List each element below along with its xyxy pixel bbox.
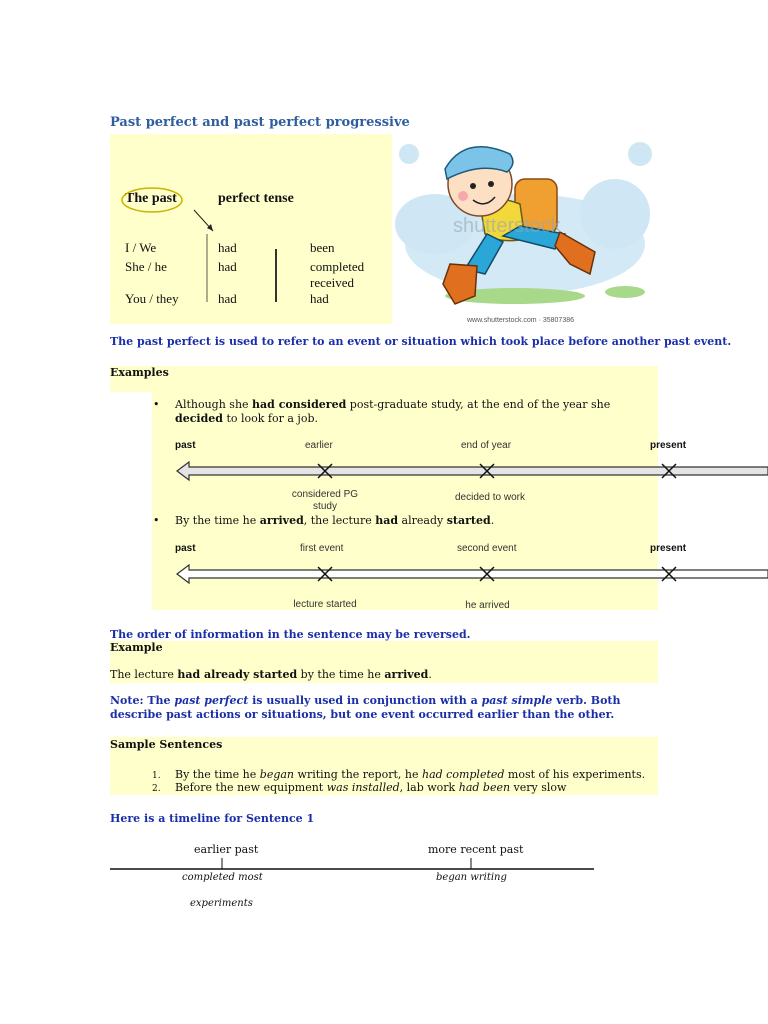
note-italic-1: past perfect [174,694,249,707]
note-text [110,694,660,722]
timeline-1 [175,435,768,515]
tl1-arrow [175,461,768,483]
ex1-bold-2: decided [175,412,223,425]
tl3-below-1b: experiments [190,898,253,909]
ex3-mid: by the time he [297,668,385,681]
tl2-second-event: second event [457,543,517,554]
example-3-text [110,668,432,681]
example-heading: Example [110,641,163,654]
tl2-present: present [650,543,687,554]
note-post: verb. Both describe past actions or situations, but one event occurred earlier than the other. [110,694,621,721]
tl3-below-1a: completed most [182,872,263,883]
tl2-below-2: he arrived [465,600,510,611]
aux-3: had [218,291,237,306]
tl3-label-2: more recent past [428,843,524,856]
tl3-label-1: earlier past [194,843,259,856]
tl2-arrow [175,564,768,586]
aux-2: had [218,259,237,274]
sample-1-italic-2: had completed [422,768,505,781]
ex1-post: to look for a job. [222,412,318,425]
sample-1-num: 1. [152,771,161,781]
tl1-past: past [175,440,196,451]
sample-2-italic-2: had been [458,781,511,794]
timeline-2 [175,538,768,613]
ex2-bold-1: arrived [259,514,304,527]
note-pre: Note: The [110,694,175,707]
participle-2: completed [310,259,365,274]
ex3-pre: The lecture [110,668,178,681]
ex2-bold-2: had [375,514,399,527]
sample-1-italic-1: began [259,768,295,781]
ex3-bold-2: arrived [384,668,429,681]
sample-2-post: very slow [510,781,567,794]
example-2-text [175,514,494,527]
definition-text: The past perfect is used to refer to an event or situation which took place before another past event. [110,335,732,348]
timeline-heading: Here is a timeline for Sentence 1 [110,812,315,825]
tl1-end-of-year: end of year [461,440,512,451]
cartoon-boy-illustration [395,134,655,326]
ex2-bold-3: started [446,514,491,527]
image-watermark: shutterstock [453,215,561,237]
ex1-pre: Although she [175,398,253,411]
tl2-first-event: first event [300,543,344,554]
sample-2-italic-1: was installed [326,781,400,794]
subject-3: You / they [125,291,179,306]
participle-3: received [310,275,355,290]
tense-table-panel [110,134,392,324]
sample-1-mid: writing the report, he [294,768,422,781]
tl2-below-1: lecture started [293,599,357,610]
tl1-below-2: decided to work [454,492,526,503]
image-credit: www.shutterstock.com · 35807386 [467,317,574,324]
tl3-below-2: began writing [436,872,507,883]
ex2-pre: By the time he [175,514,260,527]
ex2-post: . [490,514,495,527]
sample-2-pre: Before the new equipment [175,781,327,794]
participle-1: been [310,240,335,255]
ex2-mid: , the lecture [303,514,376,527]
cartoon-image [395,134,655,326]
samples-heading: Sample Sentences [110,738,223,751]
subject-1: I / We [125,240,157,255]
tl1-earlier: earlier [305,440,333,451]
tl1-below-1: considered PG study [291,489,359,512]
tense-heading-left: The past [125,191,177,206]
subject-2: She / he [125,259,167,274]
ex3-bold-1: had already started [177,668,298,681]
order-note: The order of information in the sentence may be reversed. [110,628,471,641]
sample-1-post: most of his experiments. [504,768,646,781]
participle-4: had [310,291,329,306]
page-title: Past perfect and past perfect progressive [110,115,410,130]
tl1-present: present [650,440,687,451]
sample-2-num: 2. [152,784,161,794]
ex2-mid-2: already [398,514,447,527]
example-1-text [175,398,660,426]
examples-heading-panel [110,366,658,392]
tense-heading-right: perfect tense [218,191,294,206]
highlight-ellipse [122,188,182,212]
sample-2 [152,781,566,794]
sample-1 [152,768,645,781]
ex1-bold-1: had considered [252,398,347,411]
tense-table-decoration [110,134,392,324]
ex3-post: . [428,668,432,681]
sample-2-mid: , lab work [399,781,459,794]
examples-heading: Examples [110,366,169,379]
tl2-past: past [175,543,196,554]
note-italic-2: past simple [481,694,553,707]
ex1-mid: post-graduate study, at the end of the year she [346,398,611,411]
note-mid: is usually used in conjunction with a [248,694,482,707]
aux-1: had [218,240,237,255]
sample-1-pre: By the time he [175,768,260,781]
